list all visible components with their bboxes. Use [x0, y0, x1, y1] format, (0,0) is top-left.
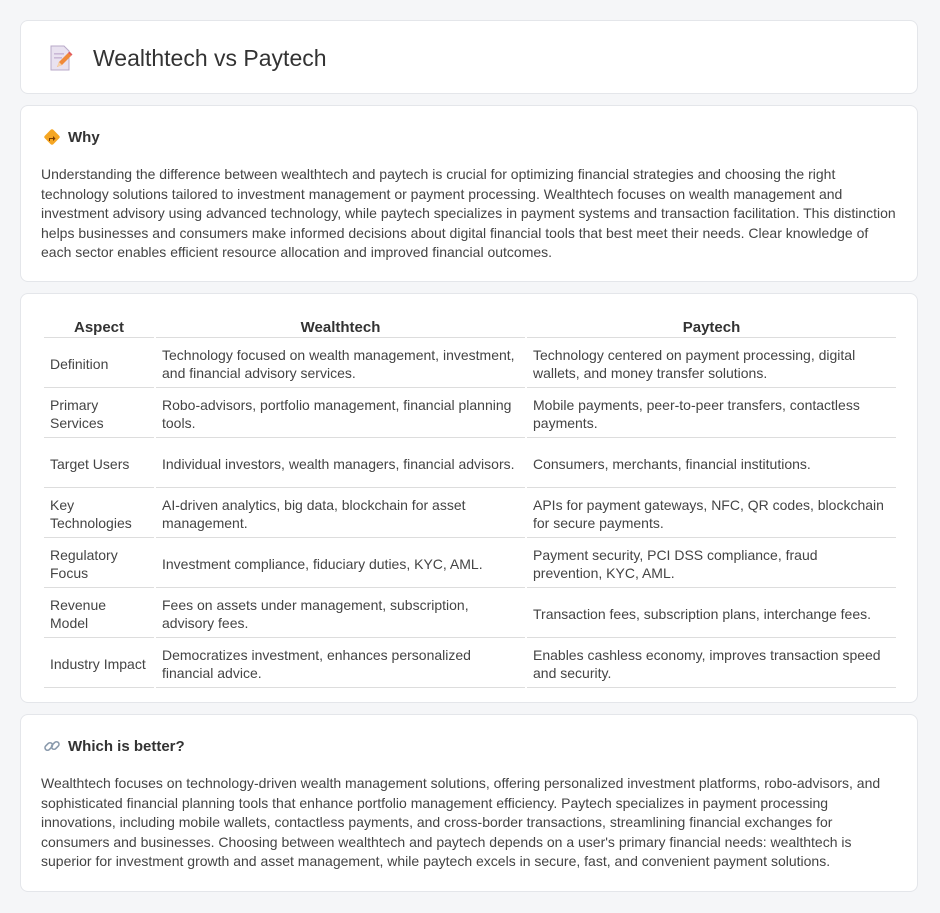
row-paytech: APIs for payment gateways, NFC, QR codes, blockchain for secure payments.	[527, 490, 896, 538]
comparison-table	[42, 313, 898, 690]
which-better-card	[20, 714, 918, 892]
header-paytech: Paytech	[527, 315, 896, 338]
better-body: Wealthtech focuses on technology-driven wealth management solutions, offering personalized investment platforms, robo-advisors, and sophisticated financial planning tools that enhance portfolio management efficiency. Paytech specializes in payment processing innovations, including mobile wallets, contactless payments, and cross-border transactions, streamlining financial exchanges for consumers and businesses. Choosing between wealthtech and paytech depends on a user's primary financial needs: wealthtech is superior for investment growth and asset management, while paytech excels in secure, fast, and convenient payment solutions.	[41, 775, 881, 870]
row-aspect: Key Technologies	[44, 490, 154, 538]
table-row	[44, 440, 896, 488]
why-header	[43, 128, 100, 146]
row-aspect: Revenue Model	[44, 590, 154, 638]
row-paytech: Transaction fees, subscription plans, interchange fees.	[527, 590, 896, 638]
row-wealthtech: Robo-advisors, portfolio management, financial planning tools.	[156, 390, 525, 438]
table-header-row	[44, 315, 896, 338]
table-row	[44, 390, 896, 438]
row-paytech: Enables cashless economy, improves transaction speed and security.	[527, 640, 896, 688]
row-paytech: Mobile payments, peer-to-peer transfers, contactless payments.	[527, 390, 896, 438]
row-aspect: Industry Impact	[44, 640, 154, 688]
row-wealthtech: Democratizes investment, enhances personalized financial advice.	[156, 640, 525, 688]
diamond-sign-icon	[43, 128, 61, 146]
row-aspect: Primary Services	[44, 390, 154, 438]
why-card	[20, 105, 918, 282]
table-row	[44, 540, 896, 588]
comparison-card	[20, 293, 918, 703]
page-title: Wealthtech vs Paytech	[93, 44, 327, 71]
link-icon	[43, 737, 61, 755]
row-wealthtech: AI-driven analytics, big data, blockchain for asset management.	[156, 490, 525, 538]
header-aspect: Aspect	[44, 315, 154, 338]
row-wealthtech: Investment compliance, fiduciary duties, KYC, AML.	[156, 540, 525, 588]
row-paytech: Technology centered on payment processing, digital wallets, and money transfer solutions.	[527, 340, 896, 388]
row-aspect: Definition	[44, 340, 154, 388]
table-row	[44, 340, 896, 388]
header-wealthtech: Wealthtech	[156, 315, 525, 338]
row-paytech: Payment security, PCI DSS compliance, fraud prevention, KYC, AML.	[527, 540, 896, 588]
better-header	[43, 737, 185, 755]
row-wealthtech: Fees on assets under management, subscription, advisory fees.	[156, 590, 525, 638]
better-title: Which is better?	[68, 737, 185, 755]
row-aspect: Regulatory Focus	[44, 540, 154, 588]
why-title: Why	[68, 128, 100, 146]
table-row	[44, 590, 896, 638]
why-body: Understanding the difference between wealthtech and paytech is crucial for optimizing financial strategies and choosing the right technology solutions tailored to investment management or payment processing. Wealthtech focuses on wealth management and investment advisory using advanced technology, while paytech specializes in payment systems and transaction facilitation. This distinction helps businesses and consumers make informed decisions about digital financial tools that best meet their needs. Clear knowledge of each sector enables efficient resource allocation and improved financial outcomes.	[41, 166, 896, 261]
row-wealthtech: Technology focused on wealth management, investment, and financial advisory services.	[156, 340, 525, 388]
title-row	[45, 43, 327, 73]
row-aspect: Target Users	[44, 440, 154, 488]
title-card	[20, 20, 918, 94]
document-pencil-icon	[45, 43, 75, 73]
row-paytech: Consumers, merchants, financial institutions.	[527, 440, 896, 488]
table-row	[44, 490, 896, 538]
table-row	[44, 640, 896, 688]
row-wealthtech: Individual investors, wealth managers, financial advisors.	[156, 440, 525, 488]
